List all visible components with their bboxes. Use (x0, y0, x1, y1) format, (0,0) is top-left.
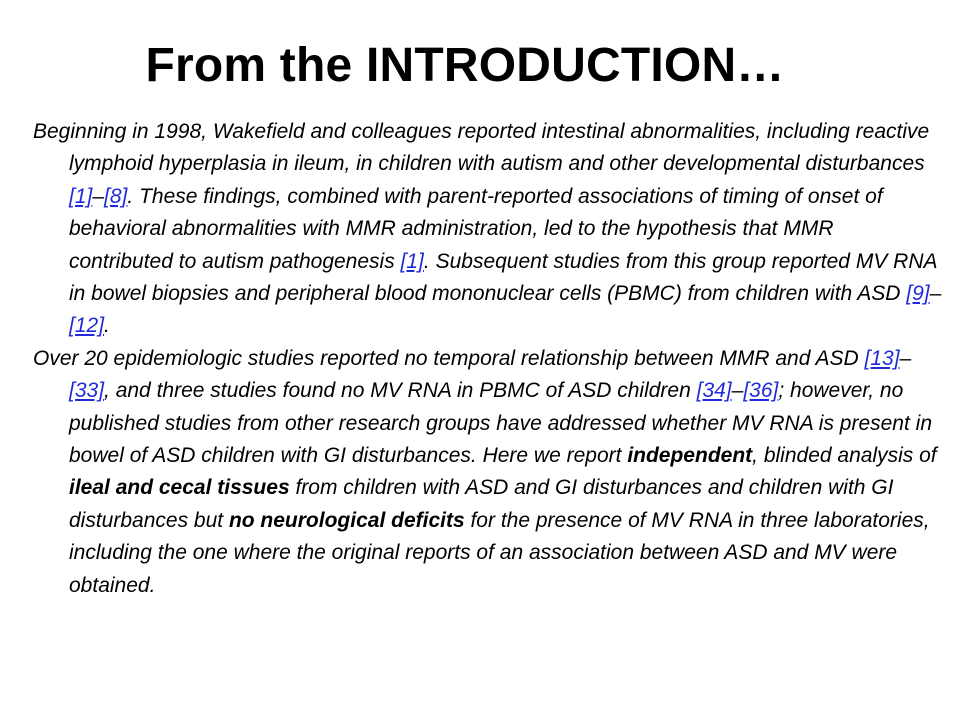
paragraph-text: , blinded analysis of (752, 444, 937, 468)
emphasis-text: no neurological deficits (228, 508, 465, 532)
citation-link[interactable]: [13] (864, 346, 900, 370)
paragraph-text: – (899, 346, 912, 370)
paragraph-text: Beginning in 1998, Wakefield and colleagues reported intestinal abnormalities, including reactive lymphoid hyperplasia in ileum, in children with autism and other developmental disturbances (33, 120, 930, 176)
paragraph-2 (33, 343, 943, 602)
paragraph-text: – (92, 184, 105, 208)
paragraph-text: . Subsequent studies from this group reported MV RNA in bowel biopsies and peripheral blood mononuclear cells (PBMC) from children with ASD (69, 249, 937, 306)
paragraph-text: Over 20 epidemiologic studies reported no temporal relationship between MMR and ASD (33, 346, 865, 370)
slide-title: From the INTRODUCTION… (145, 39, 785, 92)
paragraph-1 (33, 116, 943, 343)
citation-link[interactable]: [33] (69, 379, 105, 403)
citation-link[interactable]: [8] (104, 184, 128, 208)
citation-link[interactable]: [9] (906, 282, 930, 306)
citation-link[interactable]: [12] (69, 314, 105, 338)
citation-link[interactable]: [36] (743, 379, 779, 403)
citation-link[interactable]: [1] (69, 184, 93, 208)
paragraph-text: – (731, 379, 744, 403)
paragraph-text: from children with ASD and GI disturbances and children with GI disturbances but (69, 476, 894, 532)
citation-link[interactable]: [1] (400, 249, 424, 273)
paragraph-text: , and three studies found no MV RNA in PBMC of ASD children (104, 379, 697, 403)
emphasis-text: ileal and cecal tissues (69, 476, 290, 500)
citation-link[interactable]: [34] (696, 379, 732, 403)
paragraph-text: ; however, no published studies from other research groups have addressed whether MV RNA is present in bowel of ASD children with GI disturbances. Here we report (69, 379, 932, 468)
paragraph-text: for the presence of MV RNA in three laboratories, including the one where the original reports of an association between ASD and MV were obtained. (69, 508, 930, 597)
paragraph-text: – (929, 282, 942, 306)
emphasis-text: independent (627, 444, 753, 468)
slide-body (33, 116, 943, 602)
paragraph-text: . These findings, combined with parent-reported associations of timing of onset of behavioral abnormalities with MMR administration, led to the hypothesis that MMR contributed to autism pathogenesis (69, 184, 883, 273)
paragraph-text: . (104, 314, 110, 338)
